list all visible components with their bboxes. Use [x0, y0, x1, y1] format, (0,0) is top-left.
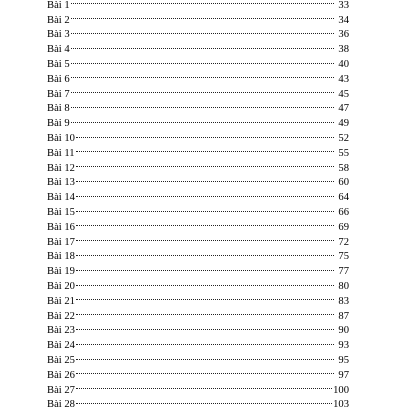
toc-entry[interactable]: [47, 348, 349, 366]
toc-entry-page-number: 58: [338, 162, 349, 174]
toc-entry[interactable]: [47, 245, 349, 263]
toc-entry[interactable]: [47, 319, 349, 337]
dot-leader: [71, 67, 334, 82]
dot-leader: [76, 185, 334, 200]
toc-entry-page-number: 75: [338, 251, 349, 263]
toc-entry-label: Bài 4: [47, 44, 70, 56]
dot-leader: [76, 348, 334, 363]
toc-entry-label: Bài 23: [47, 325, 75, 337]
toc-entry-page-number: 55: [338, 147, 349, 159]
dot-leader: [76, 363, 334, 378]
dot-leader: [76, 378, 332, 393]
toc-entry-label: Bài 22: [47, 310, 75, 322]
toc-entry-page-number: 66: [338, 206, 349, 218]
toc-entry[interactable]: [47, 0, 349, 11]
dot-leader: [71, 37, 334, 52]
toc-entry[interactable]: [47, 171, 349, 189]
toc-entry[interactable]: [47, 8, 349, 26]
toc-entry[interactable]: [47, 274, 349, 292]
dot-leader: [76, 200, 334, 215]
dot-leader: [76, 289, 334, 304]
toc-entry-label: Bài 21: [47, 295, 75, 307]
toc-entry-label: Bài 9: [47, 118, 70, 130]
dot-leader: [76, 333, 334, 348]
dot-leader: [76, 274, 334, 289]
toc-entry[interactable]: [47, 363, 349, 381]
toc-entry-label: Bài 16: [47, 221, 75, 233]
toc-entry[interactable]: [47, 52, 349, 70]
dot-leader: [76, 259, 334, 274]
toc-entry-label: Bài 11: [47, 147, 75, 159]
dot-leader: [71, 8, 334, 23]
toc-entry-page-number: 64: [338, 192, 349, 204]
toc-entry-label: Bài 10: [47, 132, 75, 144]
toc-entry-page-number: 49: [338, 118, 349, 130]
dot-leader: [71, 0, 334, 8]
toc-entry-label: Bài 17: [47, 236, 75, 248]
toc-entry-label: Bài 2: [47, 14, 70, 26]
toc-entry-label: Bài 25: [47, 354, 75, 366]
toc-entry-label: Bài 13: [47, 177, 75, 189]
toc-entry-page-number: 40: [338, 58, 349, 70]
dot-leader: [76, 245, 334, 260]
dot-leader: [76, 215, 334, 230]
toc-entry[interactable]: [47, 23, 349, 41]
toc-entry-label: Bài 19: [47, 266, 75, 278]
dot-leader: [76, 141, 334, 156]
toc-entry[interactable]: [47, 185, 349, 204]
toc-entry-page-number: 87: [338, 310, 349, 322]
dot-leader: [71, 82, 334, 97]
toc-entry[interactable]: [47, 215, 349, 233]
dot-leader: [71, 23, 334, 38]
toc-entry-label: Bài 20: [47, 280, 75, 292]
toc-entry-label: Bài 27: [47, 384, 75, 396]
dot-leader: [76, 304, 334, 319]
toc-entry[interactable]: [47, 230, 349, 248]
toc-entry[interactable]: [47, 378, 349, 396]
toc-entry-label: Bài 18: [47, 251, 75, 263]
toc-entry-page-number: 83: [338, 295, 349, 307]
toc-entry-page-number: 33: [338, 0, 349, 11]
toc-entry-page-number: 52: [338, 132, 349, 144]
dot-leader: [76, 171, 334, 186]
toc-entry-label: Bài 28: [47, 399, 75, 411]
toc-entry-page-number: 69: [338, 221, 349, 233]
toc-entry-label: Bài 15: [47, 206, 75, 218]
toc-entry-page-number: 93: [338, 340, 349, 352]
toc-entry[interactable]: [47, 37, 349, 56]
dot-leader: [76, 319, 334, 334]
toc-entry[interactable]: [47, 97, 349, 115]
toc-entry-label: Bài 1: [47, 0, 70, 11]
toc-entry[interactable]: [47, 200, 349, 218]
toc-entry-page-number: 36: [338, 29, 349, 41]
toc-entry[interactable]: [47, 289, 349, 307]
toc-entry[interactable]: [47, 304, 349, 322]
toc-entry-page-number: 100: [333, 384, 349, 396]
dot-leader: [76, 230, 334, 245]
toc-entry-page-number: 97: [338, 369, 349, 381]
table-of-contents: [47, 0, 349, 411]
toc-entry[interactable]: [47, 333, 349, 352]
toc-entry-page-number: 34: [338, 14, 349, 26]
toc-entry-label: Bài 7: [47, 88, 70, 100]
toc-entry-page-number: 90: [338, 325, 349, 337]
toc-entry-page-number: 103: [333, 399, 349, 411]
dot-leader: [71, 111, 334, 126]
toc-entry-page-number: 77: [338, 266, 349, 278]
toc-entry-label: Bài 24: [47, 340, 75, 352]
toc-entry-label: Bài 12: [47, 162, 75, 174]
dot-leader: [71, 52, 334, 67]
toc-entry-label: Bài 14: [47, 192, 75, 204]
dot-leader: [76, 156, 334, 171]
toc-entry[interactable]: [47, 259, 349, 278]
toc-entry-page-number: 95: [338, 354, 349, 366]
dot-leader: [76, 126, 334, 141]
toc-entry-page-number: 60: [338, 177, 349, 189]
toc-entry[interactable]: [47, 141, 349, 159]
toc-entry-page-number: 80: [338, 280, 349, 292]
toc-entry-label: Bài 3: [47, 29, 70, 41]
toc-entry-label: Bài 26: [47, 369, 75, 381]
toc-entry-page-number: 45: [338, 88, 349, 100]
toc-entry[interactable]: [47, 67, 349, 85]
toc-entry-page-number: 47: [338, 103, 349, 115]
toc-entry-label: Bài 5: [47, 58, 70, 70]
toc-entry[interactable]: [47, 126, 349, 144]
toc-entry-label: Bài 6: [47, 73, 70, 85]
toc-entry[interactable]: [47, 82, 349, 100]
toc-entry-page-number: 38: [338, 44, 349, 56]
toc-entry-page-number: 72: [338, 236, 349, 248]
toc-entry[interactable]: [47, 111, 349, 130]
toc-entry-page-number: 43: [338, 73, 349, 85]
dot-leader: [71, 97, 334, 112]
toc-entry-label: Bài 8: [47, 103, 70, 115]
toc-entry[interactable]: [47, 156, 349, 174]
